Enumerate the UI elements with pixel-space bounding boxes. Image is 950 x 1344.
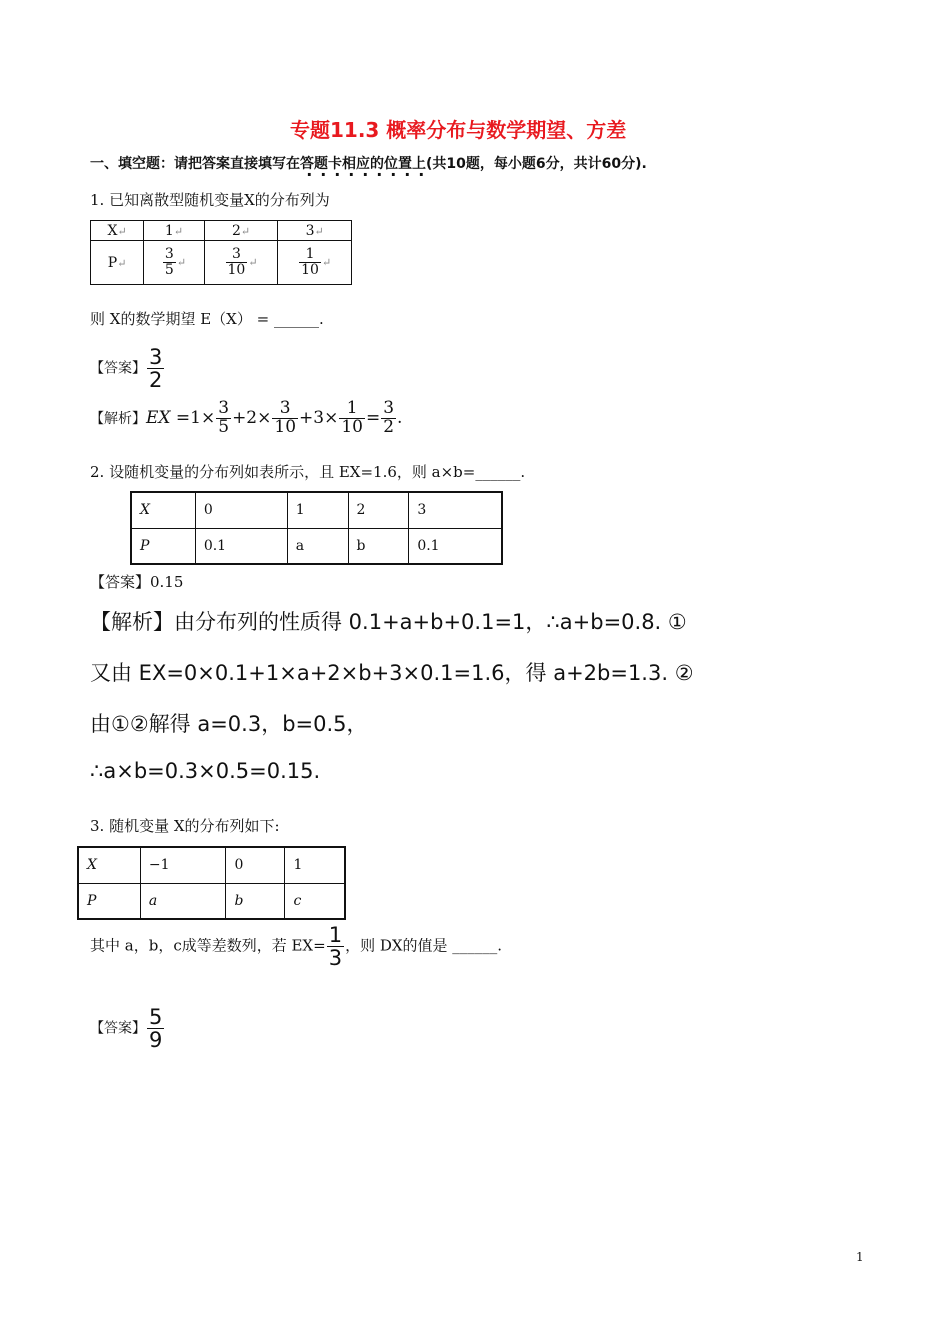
fraction: $\frac{3}{5}$ — [164, 246, 174, 278]
table-cell: 0.1 — [195, 528, 287, 564]
table-cell: 3↵ — [278, 221, 352, 241]
table-cell: 0.1 — [409, 528, 502, 564]
q2-solution-line-2: 又由 EX=0×0.1+1×a+2×b+3×0.1=1.6，得 a+2b=1.3. ② — [90, 661, 694, 685]
section-heading-pre: 一、填空题：请把答案直接填写在 — [90, 156, 300, 172]
table-cell: X↵ — [91, 221, 144, 241]
table-row — [91, 241, 352, 285]
table-cell: b — [348, 528, 409, 564]
page-number: 1 — [856, 1250, 864, 1264]
fraction: $\frac{3}{10}$ — [227, 246, 246, 278]
table-cell: −1 — [140, 847, 226, 883]
fraction: $\frac{3}{2}$ — [149, 345, 163, 393]
section-heading-emph-4: 应 — [356, 156, 370, 172]
q2-stem: 2. 设随机变量的分布列如表所示，且 EX=1.6，则 a×b=______. — [90, 463, 526, 481]
section-heading-emph-5: 的 — [370, 156, 384, 172]
table-cell: 0 — [226, 847, 285, 883]
q1-distribution-table — [90, 220, 352, 285]
q1-solution: 【解析】EX =1× $\frac{3}{5}$ +2× $\frac{3}{10}$ +3× $\frac{1}{10}$ = $\frac{3}{2}$ . — [90, 398, 403, 437]
table-cell: 2 — [348, 492, 409, 528]
table-cell: a — [140, 883, 226, 919]
q3-ask: 其中 a，b，c成等差数列，若 EX= $\frac{1}{3}$ ，则 DX的值是 ______. — [90, 923, 503, 971]
section-heading-emph-8: 上 — [412, 156, 426, 172]
fraction: $\frac{1}{3}$ — [328, 923, 343, 971]
q3-answer: 【答案】 $\frac{5}{9}$ — [90, 1005, 163, 1053]
section-heading-emph-7: 置 — [398, 156, 412, 172]
q2-solution-line-4: ∴a×b=0.3×0.5=0.15. — [90, 759, 321, 783]
table-cell: X — [78, 847, 140, 883]
q2-answer: 【答案】0.15 — [90, 573, 184, 591]
table-cell: a — [287, 528, 348, 564]
section-heading-post: (共10题，每小题6分，共计60分). — [426, 156, 647, 172]
table-row — [78, 883, 345, 919]
table-cell: 1 — [287, 492, 348, 528]
section-heading-emph-1: 题 — [314, 156, 328, 172]
fraction: $\frac{3}{10}$ — [274, 398, 297, 437]
section-heading-emph-3: 相 — [342, 156, 356, 172]
table-cell: b — [226, 883, 285, 919]
section-heading-emph-2: 卡 — [328, 156, 342, 172]
fraction: $\frac{1}{10}$ — [301, 246, 319, 278]
section-heading — [90, 153, 647, 173]
page-title: 专题11.3 概率分布与数学期望、方差 — [290, 118, 627, 142]
table-cell: P — [78, 883, 140, 919]
q2-distribution-table — [130, 491, 503, 565]
table-cell: P↵ — [91, 241, 144, 285]
table-cell: $\frac{3}{10}$ ↵ — [204, 241, 278, 285]
table-cell: c — [285, 883, 345, 919]
q1-answer: 【答案】 $\frac{3}{2}$ — [90, 345, 163, 393]
table-row — [91, 221, 352, 241]
table-cell: X — [131, 492, 195, 528]
table-cell: 2↵ — [204, 221, 278, 241]
q1-ask: 则 X的数学期望 E（X） = ______. — [90, 310, 324, 328]
table-row — [131, 528, 502, 564]
q3-stem: 3. 随机变量 X的分布列如下: — [90, 817, 280, 835]
fraction: $\frac{3}{5}$ — [218, 398, 230, 437]
table-row — [78, 847, 345, 883]
table-cell: $\frac{1}{10}$ ↵ — [278, 241, 352, 285]
table-cell: 1↵ — [144, 221, 205, 241]
q2-solution-line-3: 由①②解得 a=0.3，b=0.5， — [90, 712, 368, 736]
q2-solution-line-1: 【解析】由分布列的性质得 0.1+a+b+0.1=1，∴a+b=0.8. ① — [90, 610, 687, 634]
q1-stem: 1. 已知离散型随机变量X的分布列为 — [90, 191, 330, 209]
table-cell: $\frac{3}{5}$ ↵ — [144, 241, 205, 285]
fraction: $\frac{3}{2}$ — [383, 398, 395, 437]
table-cell: P — [131, 528, 195, 564]
section-heading-emph-0: 答 — [300, 156, 314, 172]
fraction: $\frac{5}{9}$ — [149, 1005, 163, 1053]
q3-distribution-table — [77, 846, 346, 920]
table-row — [131, 492, 502, 528]
table-cell: 1 — [285, 847, 345, 883]
table-cell: 0 — [195, 492, 287, 528]
table-cell: 3 — [409, 492, 502, 528]
fraction: $\frac{1}{10}$ — [341, 398, 363, 437]
section-heading-emph-6: 位 — [384, 156, 398, 172]
